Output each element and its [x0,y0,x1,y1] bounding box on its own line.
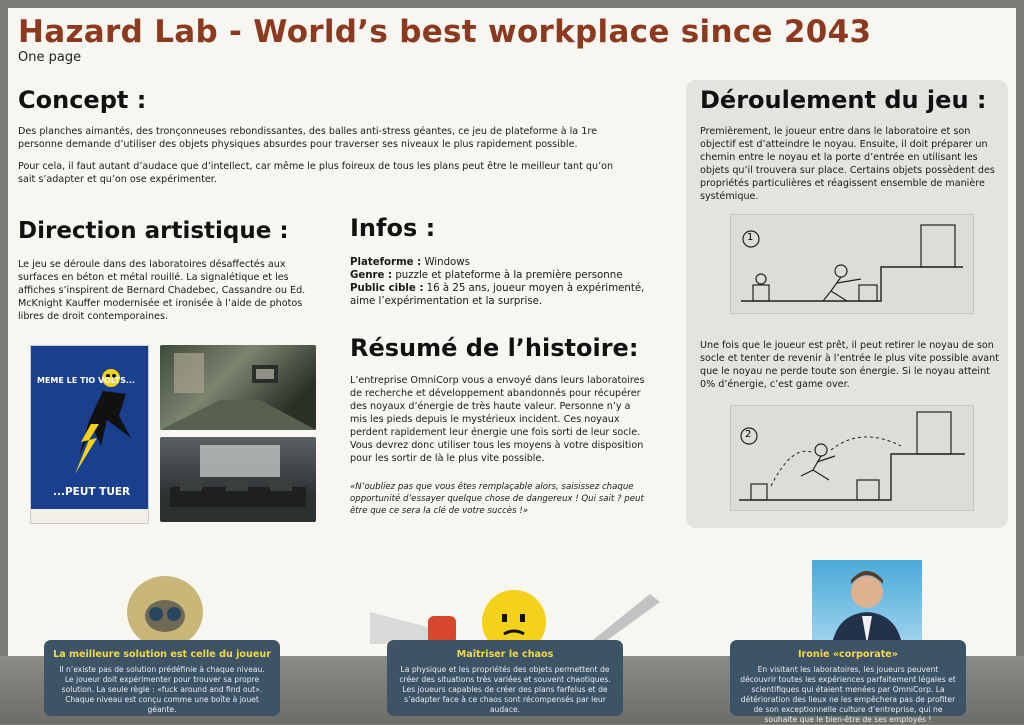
gameplay-sketch-1 [730,214,974,314]
concept-paragraph-2: Pour cela, il faut autant d’audace que d’intellect, car même le plus foireux de tous les plans peut être le meilleur tant qu’on sait s’adapter et qu’on ose expérimenter. [18,161,614,185]
businessman-photo [812,560,922,644]
card-chaos [387,640,623,716]
safety-poster-image [30,345,149,524]
gameplay-heading: Déroulement du jeu : [700,86,987,114]
card-2-body: La physique et les propriétés des objets permettent de créer des situations très variées et souvent chaotiques. Les joueurs capables de créer des plans farfelus et de s’adapter face à ce chaos sont récompensés par leur audace. [399,665,611,714]
corridor-shapes [160,345,316,430]
poster-bottom-text: ...PEUT TUER [53,486,131,498]
genre-label: Genre : [350,270,393,281]
genre-value: puzzle et plateforme à la première personne [392,270,623,281]
sketch-2-number: 2 [745,429,752,440]
gameplay-sketch-2 [730,405,974,511]
target-line [350,282,655,308]
target-value: 16 à 25 ans, joueur moyen à expérimenté, aime l’expérimentation et la surprise. [350,283,645,307]
direction-heading: Direction artistique : [18,218,289,244]
concept-paragraph-1: Des planches aimantés, des tronçonneuses rebondissantes, des balles anti-stress géantes, ce jeu de plateforme à la 1re personne demande d’utiliser des objets physiques absurdes pour traverser ses niveaux le plus rapidement possible. [18,126,597,150]
page-title: Hazard Lab - World’s best workplace since 2043 [18,14,872,50]
gameplay-text-2: Une fois que le joueur est prêt, il peut retirer le noyau de son socle et tenter de revenir à l’entrée le plus vite possible avant que le noyau ne perde toute son énergie. Si le noyau atteint 0% d’énergie, c’est game over. [700,340,1000,390]
lab-shapes [160,437,316,522]
sketch-1-number: 1 [747,232,754,243]
concept-text [18,125,633,195]
direction-text: Le jeu se déroule dans des laboratoires désaffectés aux surfaces en béton et métal rouillé. La signalétique et les affiches s’inspirent de Bernard Chadebec, Cassandre ou Ed. McKnight Kauffer modernisée et ironisée à l’aide de photos libres de droit contemporaines. [18,259,306,322]
sketch-2-drawing [731,406,973,510]
story-text: L’entreprise OmniCorp vous a envoyé dans leurs laboratoires de recherche et développement abandonnés pour récupérer des noyaux d’énergie de très haute valeur. Personne n’y a mis les pieds depuis le mystérieux incident. Ces noyaux perdent rapidement leur énergie une fois sorti de leur socle. Vous devrez donc utiliser tous les moyens à votre disposition pour les sortir de là le plus vite possible. [350,375,645,464]
card-1-title: La meilleure solution est celle du joueur [53,649,271,660]
gameplay-text-1: Premièrement, le joueur entre dans le laboratoire et son objectif est d’atteindre le noyau. Ensuite, il doit préparer un chemin entre le noyau et la porte d’entrée en utilisant les objets qu’il trouvera sur place. Certains objets possèdent des propriétés particulières et réagissent ensemble de manière systémique. [700,126,995,202]
genre-line [350,269,655,282]
hazmat-drawing [122,572,208,644]
page-subtitle: One page [18,50,82,65]
platform-value: Windows [421,257,470,268]
card-3-title: Ironie «corporate» [797,649,899,660]
infos-heading: Infos : [350,214,436,242]
platform-line [350,256,655,269]
chaos-objects-figure [370,588,660,644]
card-corporate-irony [730,640,966,724]
abandoned-lab-photo [160,437,316,522]
businessman-drawing [812,560,922,644]
card-2-title: Maîtriser le chaos [456,649,554,660]
infos-text [350,256,655,308]
platform-label: Plateforme : [350,257,422,268]
card-1-body: Il n’existe pas de solution prédéfinie à chaque niveau. Le joueur doit expérimenter pour trouver sa propre solution. La seule règle : «fuck around and find out». Chaque niveau est conçu comme une boîte à jouet géante. [59,665,265,714]
poster-top-text: MEME LE TIO VOLTS... [37,376,135,385]
card-player-solution [44,640,280,716]
hazmat-suit-figure [122,572,208,644]
story-quote: «N’oubliez pas que vous êtes remplaçable alors, saisissez chaque opportunité d’essayer quelque chose de dangereux ! Qui sait ? peut être que ce sera la clé de votre succès !» [350,482,644,516]
card-3-body: En visitant les laboratoires, les joueurs peuvent découvrir toutes les expériences parfaitement légales et scientifiques qui étaient menées par OmniCorp. La détérioration des lieux ne les empêchera pas de profiter de son exceptionnelle culture d’entreprise, qui ne souhaite que le bien-être de ses employés ! [740,665,956,724]
abandoned-corridor-photo [160,345,316,430]
concept-heading: Concept : [18,86,147,114]
target-label: Public cible : [350,283,424,294]
sketch-1-drawing [731,215,973,313]
story-heading: Résumé de l’histoire: [350,334,639,362]
chaos-drawing [370,588,660,644]
